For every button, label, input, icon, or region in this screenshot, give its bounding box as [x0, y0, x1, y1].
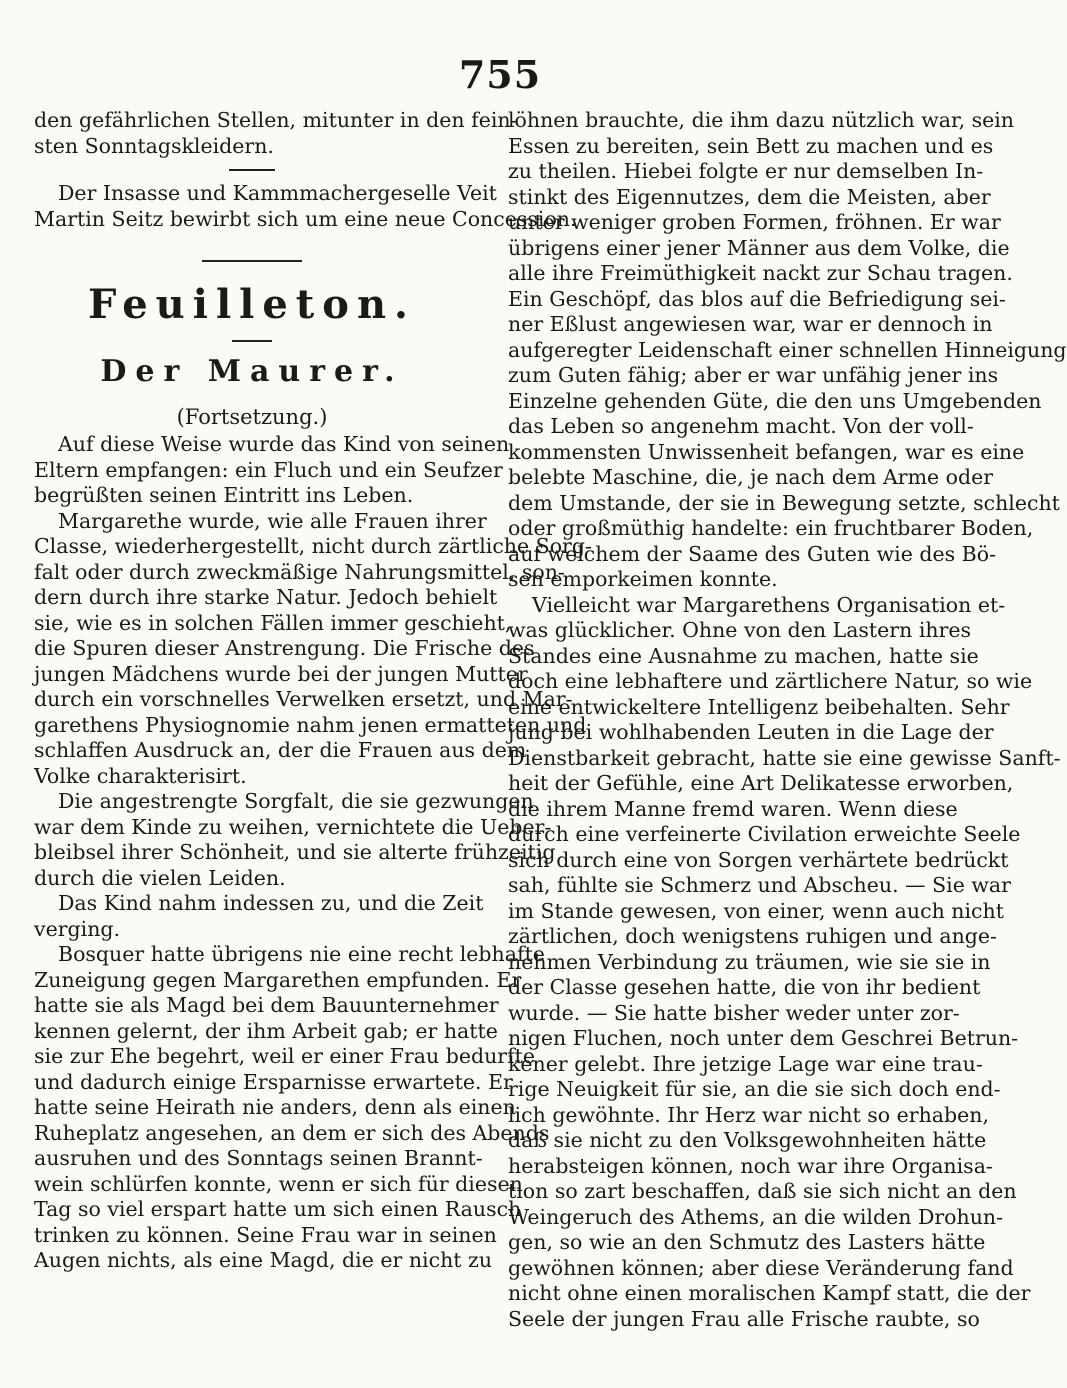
text-line: den gefährlichen Stellen, mitunter in den fein-: [34, 108, 518, 132]
paragraph: [34, 432, 510, 509]
text-line: Der Insasse und Kammmachergeselle Veit: [58, 181, 497, 205]
text-line: Dienstbarkeit gebracht, hatte sie eine gewisse Sanft-: [508, 745, 1061, 770]
text-line: hatte seine Heirath nie anders, denn als einen: [34, 1095, 516, 1119]
text-line: Ruheplatz angesehen, an dem er sich des Abends: [34, 1120, 550, 1145]
notice-paragraph: [34, 181, 577, 232]
text-line: nigen Fluchen, noch unter dem Geschrei Betrun-: [508, 1026, 1019, 1050]
text-line: kener gelebt. Ihre jetzige Lage war eine trau-: [508, 1051, 983, 1076]
text-line: schlaffen Ausdruck an, der die Frauen aus dem: [34, 738, 527, 762]
text-line: zum Guten fähig; aber er war unfähig jener ins: [508, 363, 999, 387]
text-line: Martin Seitz bewirbt sich um eine neue Concession.: [34, 206, 577, 231]
text-line: oder großmüthig handelte: ein fruchtbarer Boden,: [508, 516, 1034, 540]
text-line: das Leben so angenehm macht. Von der voll-: [508, 414, 974, 438]
text-line: Essen zu bereiten, sein Bett zu machen und es: [508, 133, 994, 158]
text-line: doch eine lebhaftere und zärtlichere Natur, so wie: [508, 669, 1033, 693]
text-line: Weingeruch des Athems, an die wilden Drohun-: [508, 1204, 1004, 1229]
text-line: sie, wie es in solchen Fällen immer geschieht,: [34, 610, 512, 635]
section-heading: Feuilleton.: [88, 281, 416, 328]
text-line: begrüßten seinen Eintritt ins Leben.: [34, 483, 414, 507]
text-line: was glücklicher. Ohne von den Lastern ihres: [508, 618, 972, 642]
text-line: falt oder durch zweckmäßige Nahrungsmittel, son-: [34, 559, 565, 584]
text-line: Bosquer hatte übrigens nie eine recht lebhafte: [58, 942, 545, 966]
text-line: nehmen Verbindung zu träumen, wie sie sie in: [508, 949, 991, 974]
text-line: rige Neuigkeit für sie, an die sie sich doch end-: [508, 1077, 1001, 1101]
intro-paragraph: [34, 108, 518, 159]
text-line: war dem Kinde zu weihen, vernichtete die Ueber-: [34, 814, 552, 839]
text-line: und dadurch einige Ersparnisse erwartete. Er: [34, 1069, 513, 1094]
text-line: ner Eßlust angewiesen war, war er dennoch in: [508, 312, 993, 336]
text-line: die ihrem Manne fremd waren. Wenn diese: [508, 796, 958, 821]
text-line: Das Kind nahm indessen zu, und die Zeit: [58, 891, 484, 915]
text-line: der Classe gesehen hatte, die von ihr bedient: [508, 975, 981, 999]
text-line: auf welchem der Saame des Guten wie des Bö-: [508, 541, 997, 566]
paragraph: [34, 891, 484, 942]
text-line: Margarethe wurde, wie alle Frauen ihrer: [58, 508, 487, 533]
text-line: wurde. — Sie hatte bisher weder unter zor-: [508, 1000, 960, 1025]
text-line: Classe, wiederhergestellt, nicht durch zärtliche Sorg-: [34, 534, 592, 558]
right-column: [508, 108, 1067, 1332]
text-line: übrigens einer jener Männer aus dem Volke, die: [508, 235, 1010, 260]
text-line: hatte sie als Magd bei dem Bauunternehmer: [34, 993, 499, 1017]
text-line: durch eine verfeinerte Civilation erweichte Seele: [508, 822, 1021, 846]
text-line: Tag so viel erspart hatte um sich einen Rausch: [34, 1197, 522, 1221]
text-line: zärtlichen, doch wenigstens ruhigen und ange-: [508, 924, 997, 948]
text-line: dem Umstande, der sie in Bewegung setzte, schlecht: [508, 490, 1060, 515]
page-number: 755: [458, 52, 542, 97]
text-line: Die angestrengte Sorgfalt, die sie gezwungen: [58, 789, 534, 813]
text-line: bleibsel ihrer Schönheit, und sie alterte frühzeitig: [34, 840, 556, 864]
text-line: herabsteigen können, noch war ihre Organisa-: [508, 1153, 993, 1178]
text-line: Volke charakterisirt.: [34, 763, 247, 788]
text-line: gewöhnen können; aber diese Veränderung fand: [508, 1255, 1014, 1280]
text-line: löhnen brauchte, die ihm dazu nützlich war, sein: [508, 108, 1015, 132]
text-line: heit der Gefühle, eine Art Delikatesse erworben,: [508, 771, 1014, 795]
text-line: garethens Physiognomie nahm jenen ermatteten und: [34, 712, 587, 737]
text-line: Vielleicht war Margarethens Organisation et-: [532, 592, 1006, 617]
text-line: nicht ohne einen moralischen Kampf statt, die der: [508, 1281, 1031, 1305]
text-line: Zuneigung gegen Margarethen empfunden. Er: [34, 967, 522, 992]
paragraph: [508, 108, 1067, 593]
text-line: eine entwickeltere Intelligenz beibehalten. Sehr: [508, 694, 1010, 719]
text-line: sie zur Ehe begehrt, weil er einer Frau bedurfte: [34, 1044, 536, 1068]
text-line: jungen Mädchens wurde bei der jungen Mutter: [34, 661, 528, 686]
text-line: zu theilen. Hiebei folgte er nur demselben In-: [508, 159, 984, 183]
text-line: verging.: [34, 916, 121, 941]
text-line: Augen nichts, als eine Magd, die er nicht zu: [34, 1248, 493, 1272]
left-column: [34, 108, 592, 1274]
text-line: Ein Geschöpf, das blos auf die Befriedigung sei-: [508, 286, 1006, 311]
paragraph: [34, 789, 556, 891]
text-line: sten Sonntagskleidern.: [34, 133, 274, 158]
text-line: wein schlürfen konnte, wenn er sich für diesen: [34, 1171, 523, 1196]
text-line: lich gewöhnte. Ihr Herz war nicht so erhaben,: [508, 1102, 989, 1127]
text-line: kommensten Unwissenheit befangen, war es eine: [508, 439, 1025, 464]
continuation-label: (Fortsetzung.): [176, 405, 328, 429]
text-line: daß sie nicht zu den Volksgewohnheiten hätte: [508, 1128, 987, 1152]
paragraph: [508, 592, 1061, 1333]
text-line: sen emporkeimen konnte.: [508, 567, 778, 591]
text-line: Eltern empfangen: ein Fluch und ein Seufzer: [34, 457, 503, 482]
text-line: die Spuren dieser Anstrengung. Die Frische des: [34, 636, 535, 660]
text-line: Einzelne gehenden Güte, die den uns Umgebenden: [508, 388, 1042, 413]
text-line: Standes eine Ausnahme zu machen, hatte sie: [508, 643, 979, 668]
text-line: belebte Maschine, die, je nach dem Arme oder: [508, 465, 994, 489]
text-line: sich durch eine von Sorgen verhärtete bedrückt: [508, 847, 1009, 872]
text-line: stinkt des Eigennutzes, dem die Meisten, aber: [508, 184, 991, 209]
story-title: Der Maurer.: [100, 354, 404, 389]
text-line: Seele der jungen Frau alle Frische raubte, so: [508, 1306, 980, 1331]
text-line: unter weniger groben Formen, fröhnen. Er war: [508, 210, 1001, 234]
text-line: tion so zart beschaffen, daß sie sich nicht an den: [508, 1179, 1017, 1203]
text-line: dern durch ihre starke Natur. Jedoch behielt: [34, 585, 498, 609]
text-line: im Stande gewesen, von einer, wenn auch nicht: [508, 898, 1004, 923]
text-line: kennen gelernt, der ihm Arbeit gab; er hatte: [34, 1018, 498, 1043]
text-line: ausruhen und des Sonntags seinen Brannt-: [34, 1146, 483, 1170]
text-line: durch die vielen Leiden.: [34, 865, 286, 890]
text-line: jung bei wohlhabenden Leuten in die Lage der: [508, 720, 994, 744]
paragraph: [34, 508, 592, 790]
text-line: Auf diese Weise wurde das Kind von seinen: [58, 432, 510, 456]
text-line: gen, so wie an den Schmutz des Lasters hätte: [508, 1230, 986, 1254]
text-line: aufgeregter Leidenschaft einer schnellen Hinneigung: [508, 337, 1067, 362]
text-line: durch ein vorschnelles Verwelken ersetzt, und Mar-: [34, 687, 573, 711]
text-line: trinken zu können. Seine Frau war in seinen: [34, 1222, 497, 1247]
paragraph: [34, 942, 550, 1274]
text-line: sah, fühlte sie Schmerz und Abscheu. — Sie war: [508, 873, 1011, 897]
text-line: alle ihre Freimüthigkeit nackt zur Schau tragen.: [508, 261, 1013, 285]
